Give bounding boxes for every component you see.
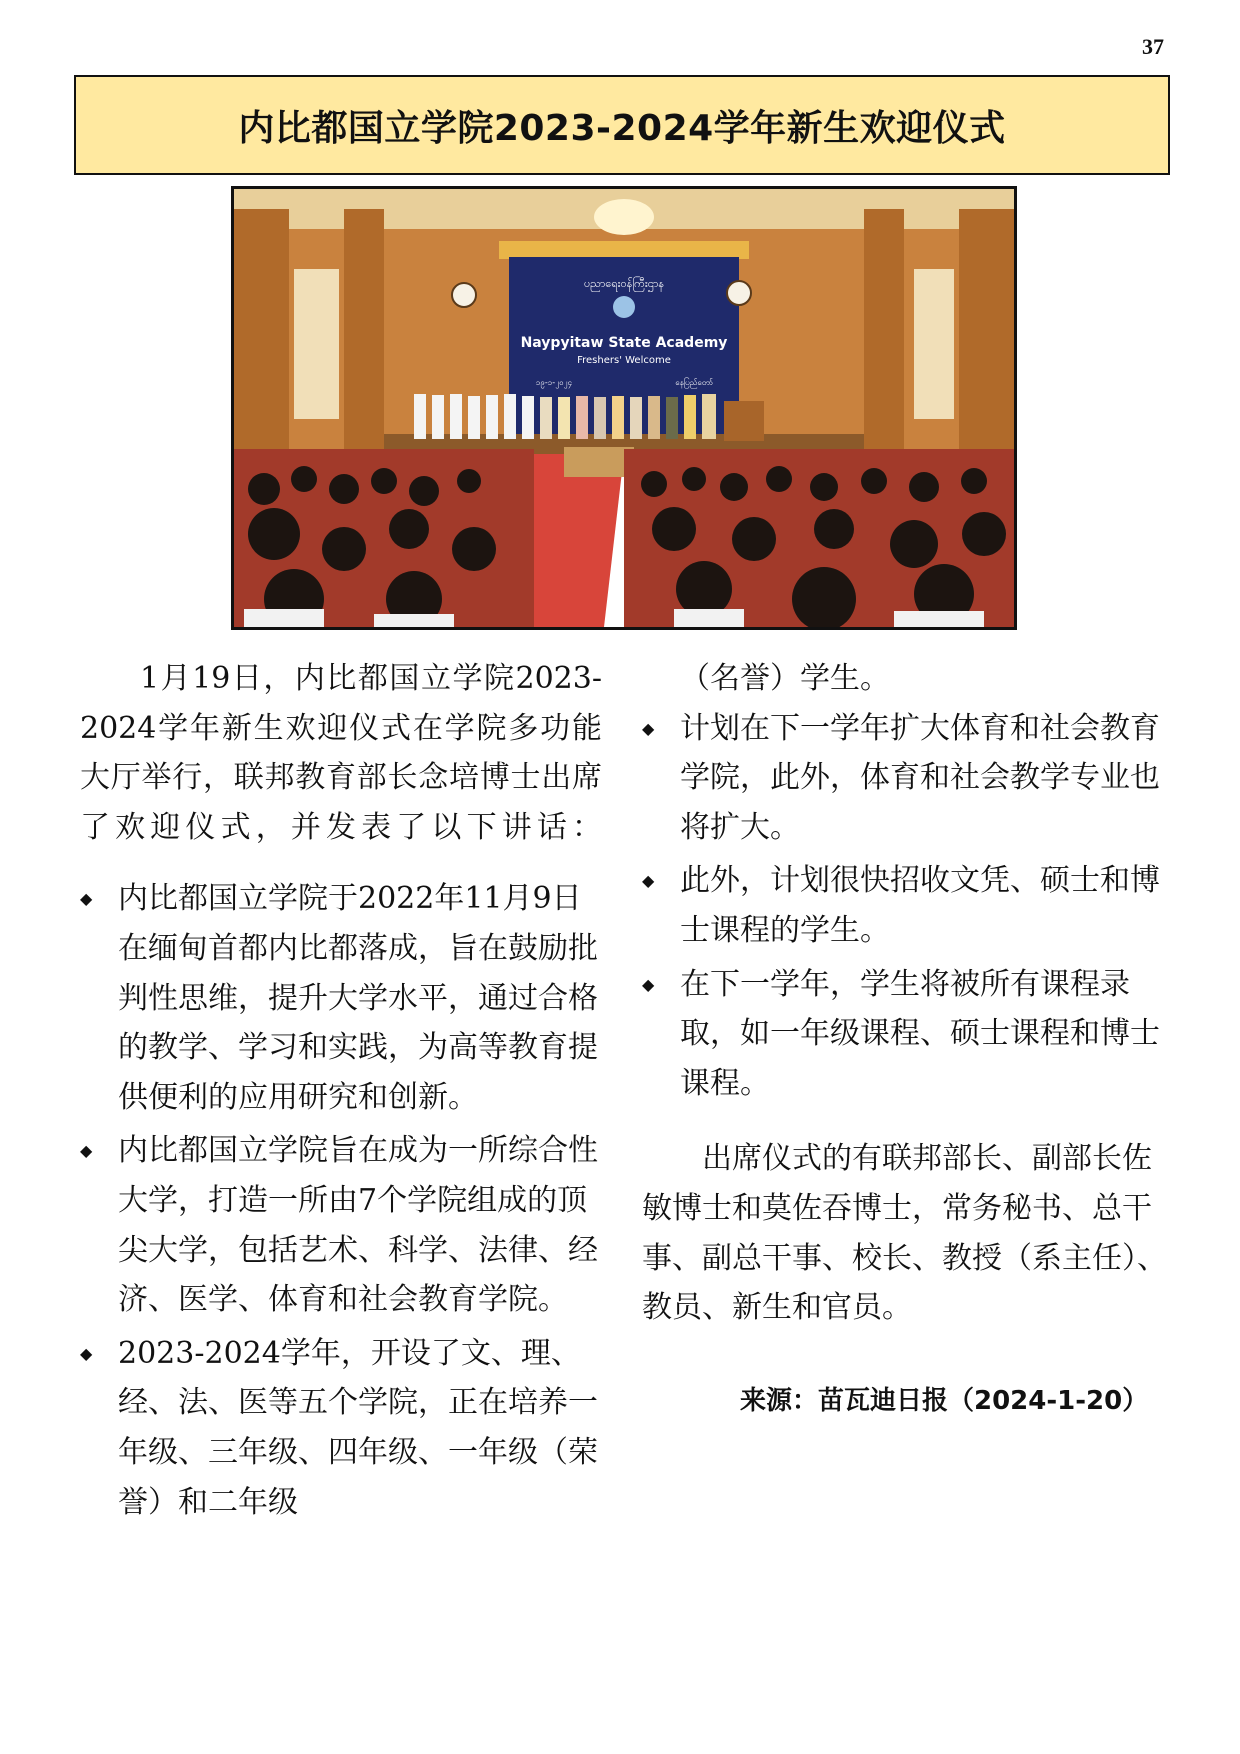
diamond-bullet-icon: ◆ xyxy=(80,1141,93,1161)
diamond-bullet-icon: ◆ xyxy=(642,718,655,738)
bullet-text: 此外，计划很快招收文凭、硕士和博士课程的学生。 xyxy=(680,863,1160,948)
banner-top-text: ပညာရေးဝန်ကြီးဌာန xyxy=(583,277,665,290)
right-bullet-list xyxy=(642,704,1168,1109)
diamond-bullet-icon: ◆ xyxy=(642,871,655,891)
podium xyxy=(724,401,764,441)
bullet-text: 在下一学年，学生将被所有课程录取，如一年级课程、硕士课程和博士课程。 xyxy=(680,966,1160,1101)
list-item xyxy=(642,960,1168,1109)
page-title: 内比都国立学院2023-2024学年新生欢迎仪式 xyxy=(238,107,1006,149)
chandelier xyxy=(594,199,654,235)
bullet-text: 计划在下一学年扩大体育和社会教育学院，此外，体育和社会教学专业也将扩大。 xyxy=(680,710,1160,845)
list-item xyxy=(642,856,1168,955)
list-item xyxy=(642,704,1168,853)
event-photo xyxy=(231,186,1017,630)
title-box xyxy=(74,75,1170,175)
stage-steps xyxy=(564,447,634,477)
stage-valance xyxy=(499,241,749,259)
academy-logo xyxy=(613,296,635,318)
right-column xyxy=(642,654,1168,1333)
list-item xyxy=(80,1329,602,1527)
left-column xyxy=(80,654,602,1531)
stage-people xyxy=(414,394,716,439)
bullet-text: 内比都国立学院旨在成为一所综合性大学，打造一所由7个学院组成的顶尖大学，包括艺术、科学、法律、经济、医学、体育和社会教育学院。 xyxy=(118,1133,598,1318)
left-bullet-list xyxy=(80,874,602,1527)
banner-place: နေပြည်တော် xyxy=(675,378,713,387)
source-citation: 来源：苗瓦迪日报（2024-1-20） xyxy=(740,1386,1149,1416)
page-number: 37 xyxy=(1142,34,1164,59)
banner-title: Naypyitaw State Academy xyxy=(520,335,728,351)
diamond-bullet-icon: ◆ xyxy=(642,974,655,994)
continuation-text: （名誉）学生。 xyxy=(680,661,890,696)
intro-paragraph: 1月19日，内比都国立学院2023-2024学年新生欢迎仪式在学院多功能大厅举行，联邦教育部长念培博士出席了欢迎仪式，并发表了以下讲话： xyxy=(80,661,602,845)
list-item xyxy=(80,874,602,1122)
list-item xyxy=(80,1126,602,1324)
clock-left xyxy=(452,283,476,307)
diamond-bullet-icon: ◆ xyxy=(80,889,93,909)
clock-right xyxy=(727,281,751,305)
banner-date: ၁၉-၁-၂၀၂၄ xyxy=(535,378,573,387)
diamond-bullet-icon: ◆ xyxy=(80,1343,93,1363)
hall-illustration xyxy=(234,189,1014,627)
bullet-text: 内比都国立学院于2022年11月9日在缅甸首都内比都落成，旨在鼓励批判性思维，提升大学水平，通过合格的教学、学习和实践，为高等教育提供便利的应用研究和创新。 xyxy=(118,881,598,1115)
bullet-text: 2023-2024学年，开设了文、理、经、法、医等五个学院，正在培养一年级、三年级、四年级、一年级（荣誉）和二年级 xyxy=(118,1335,598,1520)
banner-subtitle: Freshers' Welcome xyxy=(577,355,671,366)
closing-paragraph: 出席仪式的有联邦部长、副部长佐敏博士和莫佐吞博士，常务秘书、总干事、副总干事、校长、教授（系主任）、教员、新生和官员。 xyxy=(642,1141,1167,1326)
